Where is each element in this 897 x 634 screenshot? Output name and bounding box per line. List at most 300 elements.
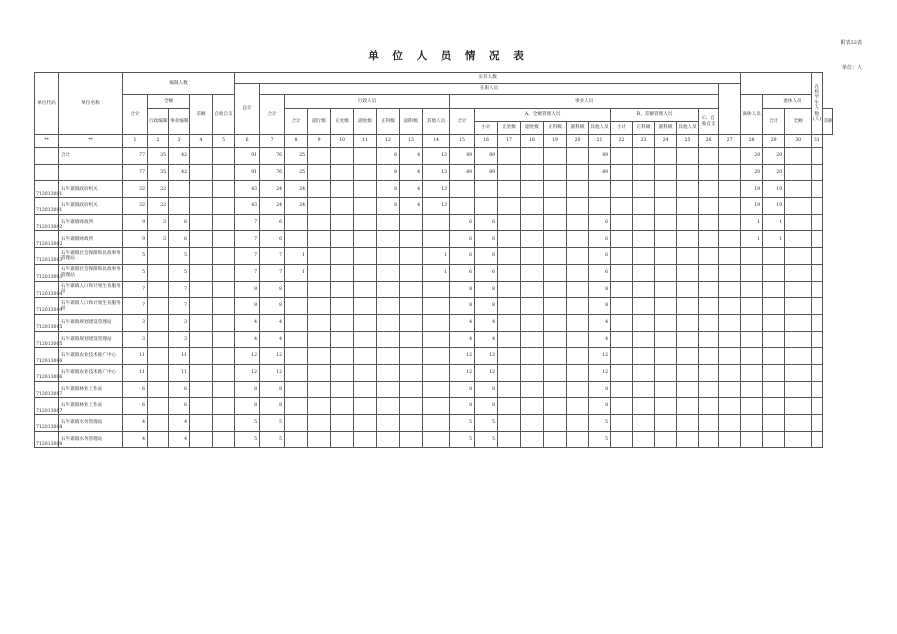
value-cell — [699, 331, 719, 348]
header-level-2: 正处级 — [331, 109, 354, 135]
value-cell: 6 — [475, 231, 498, 248]
value-cell — [521, 298, 544, 315]
value-cell — [741, 264, 763, 281]
value-cell — [400, 331, 423, 348]
column-index: 18 — [521, 135, 544, 148]
value-cell — [633, 331, 655, 348]
value-cell — [567, 214, 589, 231]
column-index: 29 — [763, 135, 785, 148]
value-cell: 8 — [377, 148, 400, 165]
value-cell — [719, 348, 741, 365]
value-cell — [544, 364, 567, 381]
value-cell — [521, 198, 544, 215]
value-cell — [785, 181, 812, 198]
value-cell — [308, 164, 331, 181]
value-cell — [544, 331, 567, 348]
value-cell — [377, 314, 400, 331]
value-cell — [148, 248, 169, 265]
value-cell: 8 — [450, 298, 475, 315]
value-cell — [719, 415, 741, 432]
value-cell — [763, 331, 785, 348]
value-cell: 4 — [589, 314, 611, 331]
value-cell — [400, 214, 423, 231]
value-cell — [785, 398, 812, 415]
page-number: 附表32表 — [840, 40, 862, 46]
value-cell: 32 — [123, 198, 148, 215]
value-cell — [544, 198, 567, 215]
value-cell: 8 — [260, 398, 285, 415]
value-cell — [655, 398, 677, 415]
value-cell — [308, 381, 331, 398]
value-cell — [148, 415, 169, 432]
column-index: 17 — [498, 135, 521, 148]
value-cell — [677, 164, 699, 181]
value-cell: 3 — [123, 314, 148, 331]
column-index: 11 — [354, 135, 377, 148]
table-row — [35, 348, 833, 365]
value-cell — [450, 181, 475, 198]
value-cell — [377, 381, 400, 398]
value-cell — [308, 231, 331, 248]
value-cell: 6 — [123, 398, 148, 415]
value-cell: 1 — [423, 264, 450, 281]
value-cell — [400, 264, 423, 281]
value-cell: 8 — [377, 181, 400, 198]
header-retired-total: 合计 — [763, 109, 785, 135]
value-cell: 20 — [763, 148, 785, 165]
column-index: 15 — [450, 135, 475, 148]
value-cell: 91 — [235, 148, 260, 165]
value-cell: 4 — [235, 331, 260, 348]
value-cell — [148, 281, 169, 298]
value-cell: 13 — [423, 148, 450, 165]
value-cell — [308, 181, 331, 198]
value-cell — [498, 248, 521, 265]
value-cell: 8 — [450, 281, 475, 298]
value-cell — [812, 314, 822, 331]
value-cell: 3 — [123, 331, 148, 348]
value-cell — [331, 214, 354, 231]
value-cell — [785, 148, 812, 165]
header-group-b: B、差额管理人员 — [611, 109, 699, 122]
value-cell — [498, 148, 521, 165]
value-cell: 6 — [123, 381, 148, 398]
value-cell: 4 — [260, 331, 285, 348]
value-cell — [190, 148, 213, 165]
value-cell — [699, 281, 719, 298]
value-cell — [377, 431, 400, 448]
value-cell: 12 — [589, 364, 611, 381]
header-students: 在校学生人数(人) — [812, 73, 822, 135]
value-cell: 25 — [285, 164, 308, 181]
value-cell — [285, 231, 308, 248]
column-index: 30 — [785, 135, 812, 148]
value-cell — [785, 348, 812, 365]
value-cell — [544, 181, 567, 198]
value-cell — [699, 214, 719, 231]
value-cell — [567, 231, 589, 248]
value-cell — [423, 214, 450, 231]
header-b-level-4: 正科级 — [633, 122, 655, 135]
value-cell — [423, 298, 450, 315]
value-cell — [498, 281, 521, 298]
value-cell: 4 — [475, 314, 498, 331]
header-self-funded: 自收自支 — [213, 95, 235, 135]
value-cell: 25 — [285, 148, 308, 165]
column-index: 3 — [169, 135, 190, 148]
value-cell — [611, 364, 633, 381]
value-cell — [498, 381, 521, 398]
value-cell — [331, 281, 354, 298]
value-cell — [423, 431, 450, 448]
table-row — [35, 398, 833, 415]
value-cell — [677, 198, 699, 215]
value-cell: 77 — [123, 164, 148, 181]
value-cell — [498, 164, 521, 181]
unit-name-cell — [59, 164, 123, 181]
value-cell: 8 — [260, 281, 285, 298]
value-cell — [699, 198, 719, 215]
value-cell — [655, 415, 677, 432]
header-retired: 退休人员 — [763, 95, 822, 109]
value-cell: 6 — [450, 231, 475, 248]
value-cell — [611, 281, 633, 298]
value-cell: 6 — [475, 264, 498, 281]
value-cell — [190, 281, 213, 298]
value-cell — [655, 231, 677, 248]
value-cell: 1 — [741, 214, 763, 231]
header-career-staff: 事业人员 — [450, 95, 719, 109]
value-cell — [148, 381, 169, 398]
value-cell — [354, 298, 377, 315]
value-cell — [633, 364, 655, 381]
value-cell — [400, 231, 423, 248]
value-cell: 8 — [475, 281, 498, 298]
value-cell: 24 — [260, 181, 285, 198]
value-cell — [812, 415, 822, 432]
value-cell — [785, 331, 812, 348]
value-cell: 6 — [589, 214, 611, 231]
value-cell — [677, 298, 699, 315]
page-title: 单 位 人 员 情 况 表 — [368, 50, 529, 62]
value-cell — [611, 398, 633, 415]
value-cell: 12 — [475, 364, 498, 381]
value-cell: 5 — [589, 431, 611, 448]
value-cell — [611, 348, 633, 365]
value-cell: 11 — [169, 364, 190, 381]
value-cell: 6 — [589, 231, 611, 248]
unit-code-cell: 712013001 — [35, 198, 59, 215]
value-cell — [190, 231, 213, 248]
header-level-1: 副厅级 — [308, 109, 331, 135]
value-cell: 11 — [169, 348, 190, 365]
value-cell: 77 — [123, 148, 148, 165]
value-cell: 24 — [285, 198, 308, 215]
unit-name-cell: 石牛寨镇财政所 — [59, 231, 123, 248]
value-cell: 24 — [285, 181, 308, 198]
column-index: 19 — [544, 135, 567, 148]
value-cell: 5 — [123, 264, 148, 281]
value-cell — [567, 248, 589, 265]
value-cell — [699, 364, 719, 381]
value-cell — [741, 314, 763, 331]
header-admin-total: 合计 — [285, 109, 308, 135]
value-cell — [544, 415, 567, 432]
unit-code-cell: 712013008 — [35, 431, 59, 448]
value-cell — [354, 348, 377, 365]
value-cell — [719, 264, 741, 281]
value-cell — [633, 248, 655, 265]
value-cell: 12 — [450, 348, 475, 365]
value-cell — [308, 148, 331, 165]
value-cell — [785, 248, 812, 265]
unit-code-cell: 712013008 — [35, 415, 59, 432]
value-cell — [677, 331, 699, 348]
value-cell — [308, 431, 331, 448]
value-cell: 5 — [235, 415, 260, 432]
value-cell — [354, 248, 377, 265]
value-cell — [498, 431, 521, 448]
value-cell — [544, 231, 567, 248]
value-cell — [567, 148, 589, 165]
value-cell — [331, 231, 354, 248]
unit-code-cell: 712013003 — [35, 248, 59, 265]
value-cell — [812, 431, 822, 448]
value-cell — [763, 348, 785, 365]
value-cell — [699, 298, 719, 315]
value-cell: 6 — [169, 231, 190, 248]
value-cell — [213, 431, 235, 448]
column-index: 25 — [677, 135, 699, 148]
value-cell: 12 — [450, 364, 475, 381]
value-cell — [331, 415, 354, 432]
value-cell — [377, 281, 400, 298]
value-cell — [567, 298, 589, 315]
value-cell — [521, 364, 544, 381]
header-a-level-5: 副科级 — [567, 122, 589, 135]
value-cell — [741, 415, 763, 432]
header-a-others: 其他人员 — [589, 122, 611, 135]
value-cell — [354, 415, 377, 432]
value-cell — [567, 281, 589, 298]
value-cell — [423, 231, 450, 248]
value-cell: 6 — [169, 398, 190, 415]
value-cell — [719, 181, 741, 198]
value-cell — [677, 314, 699, 331]
value-cell: 19 — [741, 198, 763, 215]
value-cell: 6 — [475, 214, 498, 231]
value-cell — [213, 264, 235, 281]
value-cell — [812, 298, 822, 315]
header-in-service: 在职人员 — [260, 84, 719, 95]
value-cell: 76 — [260, 148, 285, 165]
value-cell — [741, 431, 763, 448]
value-cell: 4 — [123, 431, 148, 448]
value-cell — [331, 198, 354, 215]
column-index: 22 — [611, 135, 633, 148]
value-cell — [741, 348, 763, 365]
value-cell: 5 — [450, 415, 475, 432]
value-cell: 35 — [148, 148, 169, 165]
value-cell — [354, 231, 377, 248]
value-cell — [498, 398, 521, 415]
value-cell — [498, 364, 521, 381]
value-cell — [308, 331, 331, 348]
value-cell — [213, 415, 235, 432]
value-cell: 5 — [235, 431, 260, 448]
value-cell: 7 — [235, 214, 260, 231]
value-cell — [567, 415, 589, 432]
value-cell — [521, 264, 544, 281]
value-cell: 12 — [423, 181, 450, 198]
value-cell — [567, 181, 589, 198]
value-cell — [677, 415, 699, 432]
value-cell — [567, 364, 589, 381]
value-cell: 4 — [450, 314, 475, 331]
value-cell: 9 — [123, 214, 148, 231]
value-cell — [677, 348, 699, 365]
value-cell — [213, 364, 235, 381]
value-cell — [400, 314, 423, 331]
column-index: 8 — [285, 135, 308, 148]
value-cell — [719, 431, 741, 448]
value-cell — [677, 431, 699, 448]
table-row — [35, 298, 833, 315]
unit-code-cell: 712013006 — [35, 364, 59, 381]
value-cell: 5 — [260, 415, 285, 432]
value-cell — [699, 248, 719, 265]
value-cell — [677, 181, 699, 198]
value-cell — [633, 164, 655, 181]
header-career-quota: 事业编制 — [169, 109, 190, 135]
value-cell — [544, 248, 567, 265]
header-in-service-total: 合计 — [260, 95, 285, 135]
value-cell — [677, 281, 699, 298]
table-row — [35, 181, 833, 198]
unit-code-cell: 712013005 — [35, 331, 59, 348]
value-cell — [213, 148, 235, 165]
column-index: 13 — [400, 135, 423, 148]
value-cell — [611, 231, 633, 248]
value-cell — [213, 231, 235, 248]
value-cell — [521, 331, 544, 348]
value-cell: 4 — [400, 198, 423, 215]
value-cell — [611, 164, 633, 181]
value-cell: 5 — [169, 248, 190, 265]
value-cell — [719, 398, 741, 415]
value-cell — [498, 331, 521, 348]
value-cell — [400, 398, 423, 415]
header-staffing: 编制人数 — [123, 73, 235, 95]
header-level-5: 副科级 — [400, 109, 423, 135]
value-cell — [633, 398, 655, 415]
value-cell — [611, 214, 633, 231]
unit-label: 单位：人 — [841, 65, 862, 71]
value-cell — [498, 264, 521, 281]
value-cell: 20 — [741, 148, 763, 165]
value-cell — [812, 364, 822, 381]
value-cell — [677, 214, 699, 231]
value-cell: 7 — [169, 298, 190, 315]
value-cell — [148, 314, 169, 331]
value-cell: 8 — [589, 281, 611, 298]
value-cell — [741, 364, 763, 381]
value-cell — [655, 164, 677, 181]
value-cell — [719, 331, 741, 348]
value-cell — [190, 214, 213, 231]
column-index: 9 — [308, 135, 331, 148]
value-cell — [308, 415, 331, 432]
unit-code-cell: 712013007 — [35, 398, 59, 415]
value-cell: 12 — [260, 348, 285, 365]
unit-code-cell — [35, 164, 59, 181]
value-cell: 5 — [123, 248, 148, 265]
table-row — [35, 198, 833, 215]
value-cell — [812, 331, 822, 348]
value-cell — [354, 264, 377, 281]
value-cell — [655, 431, 677, 448]
value-cell: 4 — [235, 314, 260, 331]
table-row — [35, 281, 833, 298]
value-cell: 8 — [260, 298, 285, 315]
value-cell: 32 — [148, 198, 169, 215]
value-cell: 24 — [260, 198, 285, 215]
value-cell: 1 — [763, 231, 785, 248]
value-cell — [677, 248, 699, 265]
value-cell: 8 — [589, 398, 611, 415]
unit-name-cell: 合计 — [59, 148, 123, 165]
value-cell — [308, 214, 331, 231]
value-cell: 8 — [589, 381, 611, 398]
header-retired-full: 全额 — [785, 109, 812, 135]
column-index: 26 — [699, 135, 719, 148]
value-cell — [450, 198, 475, 215]
unit-name-cell: 石牛寨镇人口和计划生育服务站 — [59, 281, 123, 298]
value-cell — [331, 381, 354, 398]
value-cell: 19 — [763, 181, 785, 198]
value-cell — [400, 348, 423, 365]
value-cell — [148, 364, 169, 381]
staff-table — [34, 72, 833, 448]
value-cell — [812, 148, 822, 165]
header-level-4: 正科级 — [377, 109, 400, 135]
value-cell — [611, 198, 633, 215]
value-cell — [719, 148, 741, 165]
value-cell — [498, 415, 521, 432]
value-cell — [521, 214, 544, 231]
value-cell — [699, 431, 719, 448]
value-cell: 6 — [260, 214, 285, 231]
value-cell: 5 — [475, 431, 498, 448]
value-cell: 3 — [169, 331, 190, 348]
value-cell — [285, 331, 308, 348]
value-cell — [699, 231, 719, 248]
value-cell — [655, 181, 677, 198]
value-cell — [331, 431, 354, 448]
value-cell: 7 — [260, 248, 285, 265]
value-cell — [633, 264, 655, 281]
value-cell — [331, 248, 354, 265]
value-cell — [655, 331, 677, 348]
value-cell — [567, 431, 589, 448]
header-a-subtotal: 小计 — [475, 122, 498, 135]
value-cell — [521, 148, 544, 165]
value-cell: 7 — [235, 248, 260, 265]
value-cell — [719, 314, 741, 331]
value-cell — [377, 331, 400, 348]
unit-code-cell: 712013005 — [35, 314, 59, 331]
value-cell — [213, 314, 235, 331]
